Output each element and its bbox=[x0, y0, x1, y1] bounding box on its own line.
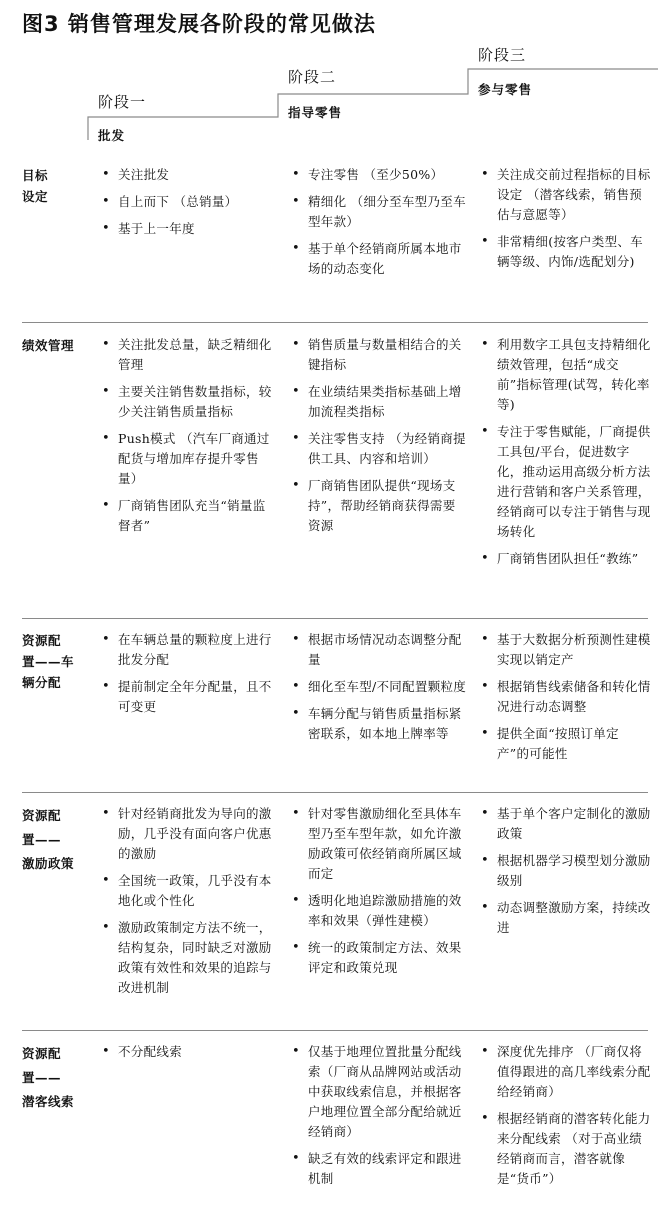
list-item: • 基于单个客户定制化的激励政策 bbox=[479, 804, 651, 844]
figure-title: 图3 销售管理发展各阶段的常见做法 bbox=[22, 12, 376, 36]
row-label: 资源配 置—— 激励政策 bbox=[22, 808, 75, 871]
row-label: 资源配 置——车 辆分配 bbox=[22, 633, 75, 690]
stage-3-cell bbox=[479, 804, 651, 945]
list-item: • 全国统一政策，几乎没有本地化或个性化 bbox=[100, 871, 275, 911]
list-item: • 关注零售支持 （为经销商提供工具、内容和培训） bbox=[290, 429, 468, 469]
stage-2-cell bbox=[290, 165, 468, 286]
stage-2-title: 阶段二 bbox=[288, 68, 337, 86]
list-item: • 销售质量与数量相结合的关键指标 bbox=[290, 335, 468, 375]
list-item: • 不分配线索 bbox=[100, 1042, 275, 1062]
row-label: 资源配 置—— 潜客线索 bbox=[22, 1046, 75, 1109]
list-item: • 关注成交前过程指标的目标设定 （潜客线索，销售预估与意愿等） bbox=[479, 165, 651, 225]
stage-1-cell bbox=[100, 1042, 275, 1069]
list-item: • 厂商销售团队担任“教练” bbox=[479, 549, 651, 569]
list-item: • 仅基于地理位置批量分配线索（厂商从品牌网站或活动中获取线索信息，并根据客户地理位置全部分配给就近经销商） bbox=[290, 1042, 468, 1142]
stage-1-cell bbox=[100, 335, 275, 543]
list-item: • 在业绩结果类指标基础上增加流程类指标 bbox=[290, 382, 468, 422]
row-label: 目标 设定 bbox=[22, 168, 49, 204]
row-divider bbox=[22, 618, 648, 619]
stage-3-title: 阶段三 bbox=[478, 46, 527, 64]
stage-1-cell bbox=[100, 165, 275, 246]
list-item: • Push模式 （汽车厂商通过配货与增加库存提升零售量） bbox=[100, 429, 275, 489]
row-label: 绩效管理 bbox=[22, 338, 75, 353]
list-item: • 提供全面“按照订单定产”的可能性 bbox=[479, 724, 651, 764]
list-item: • 厂商销售团队充当“销量监督者” bbox=[100, 496, 275, 536]
list-item: • 基于大数据分析预测性建模实现以销定产 bbox=[479, 630, 651, 670]
stage-3-cell bbox=[479, 165, 651, 279]
stage-3-cell bbox=[479, 1042, 651, 1196]
list-item: • 根据销售线索储备和转化情况进行动态调整 bbox=[479, 677, 651, 717]
list-item: • 专注于零售赋能，厂商提供工具包/平台，促进数字化，推动运用高级分析方法进行营销和客户关系管理，经销商可以专注于销售与现场转化 bbox=[479, 422, 651, 542]
list-item: • 在车辆总量的颗粒度上进行批发分配 bbox=[100, 630, 275, 670]
stage-2-cell bbox=[290, 630, 468, 751]
list-item: • 缺乏有效的线索评定和跟进机制 bbox=[290, 1149, 468, 1189]
row-divider bbox=[22, 1030, 648, 1031]
list-item: • 动态调整激励方案，持续改进 bbox=[479, 898, 651, 938]
list-item: • 基于上一年度 bbox=[100, 219, 275, 239]
list-item: • 厂商销售团队提供“现场支持”，帮助经销商获得需要资源 bbox=[290, 476, 468, 536]
list-item: • 针对经销商批发为导向的激励，几乎没有面向客户优惠的激励 bbox=[100, 804, 275, 864]
list-item: • 自上而下 （总销量） bbox=[100, 192, 275, 212]
list-item: • 车辆分配与销售质量指标紧密联系，如本地上牌率等 bbox=[290, 704, 468, 744]
list-item: • 利用数字工具包支持精细化绩效管理，包括“成交前”指标管理(试驾，转化率等) bbox=[479, 335, 651, 415]
list-item: • 关注批发 bbox=[100, 165, 275, 185]
list-item: • 细化至车型/不同配置颗粒度 bbox=[290, 677, 468, 697]
list-item: • 激励政策制定方法不统一，结构复杂，同时缺乏对激励政策有效性和效果的追踪与改进机制 bbox=[100, 918, 275, 998]
list-item: • 针对零售激励细化至具体车型乃至车型年款，如允许激励政策可依经销商所属区域而定 bbox=[290, 804, 468, 884]
stage-2-subtitle: 指导零售 bbox=[288, 105, 343, 120]
list-item: • 深度优先排序 （厂商仅将值得跟进的高几率线索分配给经销商） bbox=[479, 1042, 651, 1102]
stage-1-title: 阶段一 bbox=[98, 93, 147, 111]
list-item: • 透明化地追踪激励措施的效率和效果（弹性建模） bbox=[290, 891, 468, 931]
list-item: • 基于单个经销商所属本地市场的动态变化 bbox=[290, 239, 468, 279]
stage-2-cell bbox=[290, 804, 468, 985]
stage-3-subtitle: 参与零售 bbox=[478, 82, 533, 97]
stage-1-subtitle: 批发 bbox=[98, 128, 126, 143]
list-item: • 根据市场情况动态调整分配量 bbox=[290, 630, 468, 670]
row-divider bbox=[22, 322, 648, 323]
stage-1-cell bbox=[100, 804, 275, 1005]
list-item: • 提前制定全年分配量，且不可变更 bbox=[100, 677, 275, 717]
row-divider bbox=[22, 792, 648, 793]
list-item: • 根据经销商的潜客转化能力来分配线索 （对于高业绩经销商而言，潜客就像是“货币”） bbox=[479, 1109, 651, 1189]
list-item: • 主要关注销售数量指标，较少关注销售质量指标 bbox=[100, 382, 275, 422]
list-item: • 精细化 （细分至车型乃至车型年款） bbox=[290, 192, 468, 232]
list-item: • 关注批发总量，缺乏精细化管理 bbox=[100, 335, 275, 375]
stage-2-cell bbox=[290, 335, 468, 543]
list-item: • 统一的政策制定方法、效果评定和政策兑现 bbox=[290, 938, 468, 978]
stage-3-cell bbox=[479, 335, 651, 576]
stage-3-cell bbox=[479, 630, 651, 771]
list-item: • 非常精细(按客户类型、车辆等级、内饰/选配划分) bbox=[479, 232, 651, 272]
stage-2-cell bbox=[290, 1042, 468, 1196]
list-item: • 根据机器学习模型划分激励级别 bbox=[479, 851, 651, 891]
stage-1-cell bbox=[100, 630, 275, 724]
list-item: • 专注零售 （至少50%） bbox=[290, 165, 468, 185]
